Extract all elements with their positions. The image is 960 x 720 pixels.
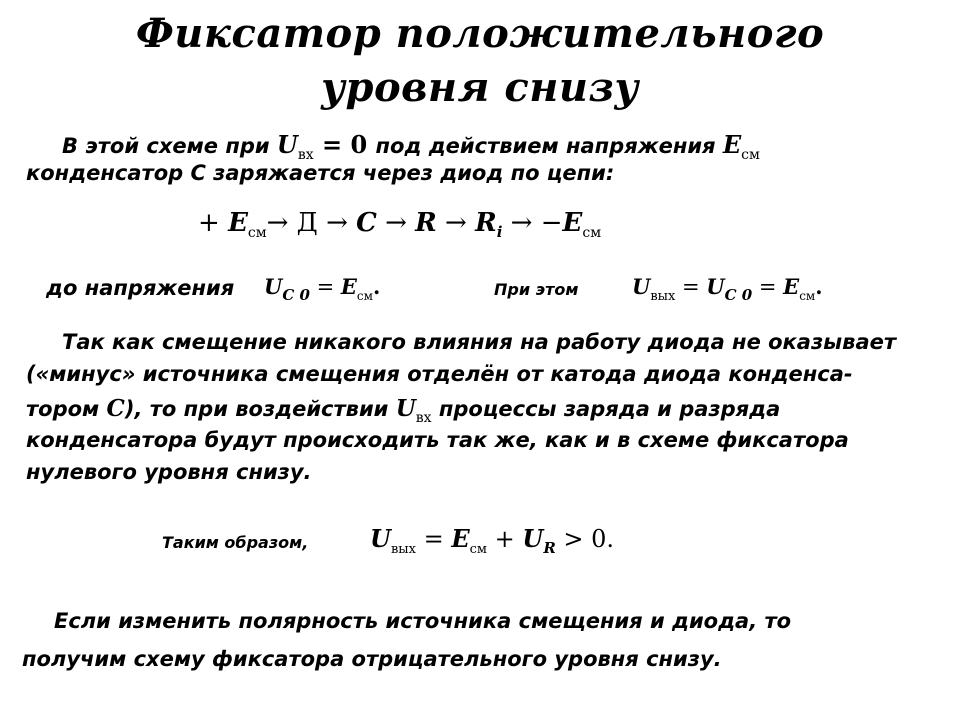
eq-sm-sub: см [469,542,488,557]
chain-arrow-1: → Д → [266,208,357,238]
chain-arrow-4: → − [502,208,563,238]
p2-line-4: конденсатора будут происходить так же, как и в схеме фиксатора [26,428,849,452]
uc0b-sub: C 0 [724,286,753,304]
uc0-sub: C 0 [282,286,310,304]
chain-c: C [356,208,377,238]
chain-i: i [496,223,503,241]
eq-equals: = [415,525,452,553]
eq-sign-2: = [675,275,707,299]
ecm-sub: см [356,289,373,303]
chain-arrow-2: → [376,208,416,238]
eq-r-sub: R [543,539,556,557]
p1-text-b: под действием напряжения [375,134,723,158]
uc0b-u: U [706,274,725,299]
p2-c-symbol: C [106,395,125,422]
eq-plus: + [487,525,523,553]
p3-line-2: получим схему фиксатора отрицательного уровня снизу. [22,647,722,671]
u-symbol: U [276,130,298,159]
e-symbol: E [722,130,742,159]
uvyh-sub: вых [650,289,676,304]
chain-r: R [415,208,437,238]
chain-sm-2: см [582,225,602,241]
chain-formula [198,208,601,248]
eq-e: E [451,524,470,553]
uvyh-equation [632,272,823,312]
p1-text-a: В этой схеме при [62,134,277,158]
p2-line-2: («минус» источника смещения отделён от катода диода конденса- [26,362,853,386]
p2-line-1: Так как смещение никакого влияния на работу диода не оказывает [62,330,897,354]
p3-line-1: Если изменить полярность источника смещения и диода, то [54,609,792,633]
dot-1: . [372,274,381,299]
dot-2: . [815,274,823,299]
p2-l3-b: ), то при воздействии [124,397,396,421]
eq-gt-zero: > 0. [555,525,615,553]
sm-subscript: см [741,147,760,163]
p2-l3-a: тором [26,397,107,421]
do-napryazheniya: до напряжения [46,276,235,300]
uc0-equation [264,272,380,311]
pri-etom: При этом [494,280,579,299]
chain-arrow-3: → [436,208,476,238]
eq-sign-1: = [309,275,341,299]
ecm2-sub: см [799,289,816,303]
vx-subscript: вх [297,147,314,163]
ecm2-e: E [783,274,800,299]
title-line-1: Фиксатор положительного [135,10,825,57]
equals-zero: = 0 [313,130,376,159]
eq-sign-3: = [752,275,784,299]
p2-vx-sub: вх [415,410,432,426]
chain-e-2: E [562,208,583,238]
chain-ri: R [475,208,497,238]
p2-line-5: нулевого уровня снизу. [26,460,312,484]
eq-ur: U [522,524,544,553]
p1-line-2: конденсатор C заряжается через диод по цепи: [26,161,615,185]
ecm-e: E [340,274,357,299]
uc0-u: U [264,274,283,299]
takim-obrazom: Таким образом, [162,533,309,552]
p2-u-symbol: U [395,395,416,422]
chain-sm: см [247,225,267,241]
chain-e: E [228,208,248,238]
eq-vyh-sub: вых [390,542,416,557]
chain-plus: + [198,208,229,238]
uvyh-formula [370,524,614,565]
eq-u: U [370,524,391,553]
title-line-2: уровня снизу [321,64,639,111]
uvyh-u: U [632,274,651,299]
p2-l3-c: процессы заряда и разряда [431,397,781,421]
